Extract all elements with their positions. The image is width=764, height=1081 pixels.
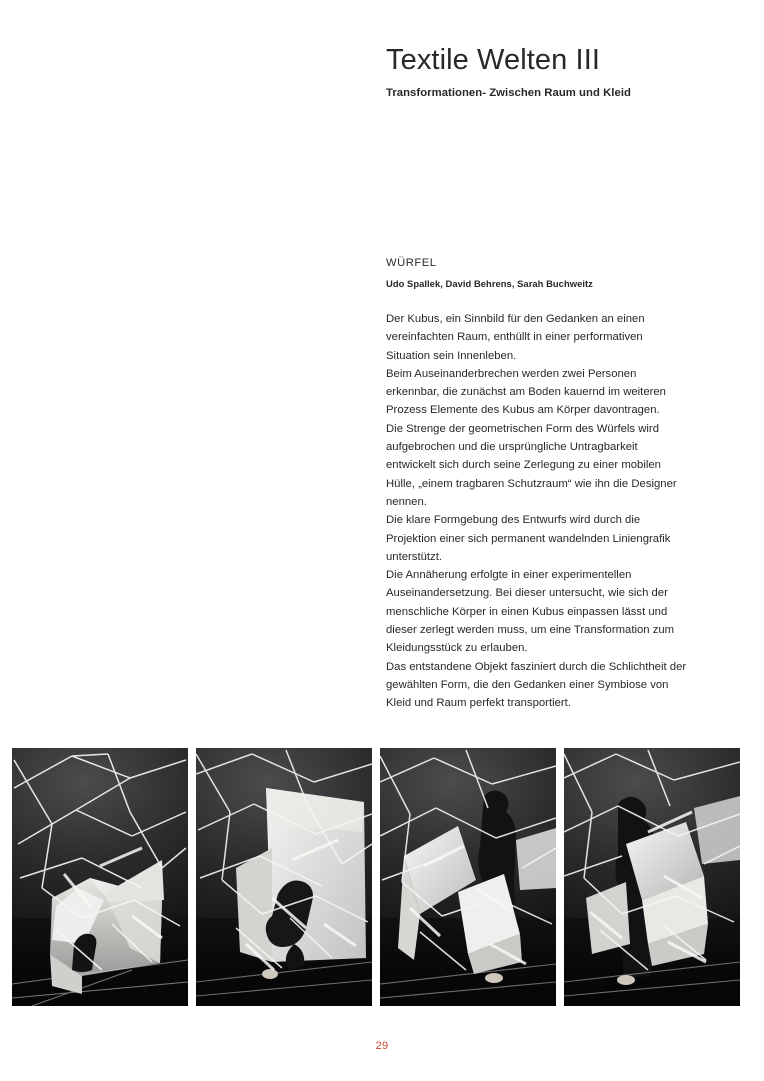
page-subtitle: Transformationen- Zwischen Raum und Kleid: [386, 87, 631, 100]
project-authors: Udo Spallek, David Behrens, Sarah Buchweitz: [386, 278, 593, 289]
paragraph: Die klare Formgebung des Entwurfs wird durch die Projektion einer sich permanent wandelnden Liniengrafik unterstützt.: [386, 514, 671, 563]
paragraph: Der Kubus, ein Sinnbild für den Gedanken an einen vereinfachten Raum, enthüllt in einer performativen Situation sein Innenleben.: [386, 313, 645, 362]
project-description: [386, 310, 689, 713]
photo-performer-crouching-beside-cube: [196, 748, 372, 1006]
photo-performers-carrying-panels: [564, 748, 740, 1006]
paragraph: Die Strenge der geometrischen Form des Würfels wird aufgebrochen und die ursprüngliche Untragbarkeit entwickelt sich durch seine Zerlegung zu einer mobilen Hülle, „einem tragbaren Schutzraum“ wie ihn die Designer nennen.: [386, 422, 677, 508]
project-title: WÜRFEL: [386, 257, 437, 269]
paragraph: Das entstandene Objekt fasziniert durch die Schlichtheit der gewählten Form, die den Gedanken einer Symbiose von Kleid und Raum perfekt transportiert.: [386, 660, 687, 710]
photo-cube-opening-two-performers: [380, 748, 556, 1006]
photo-illustration: [380, 748, 556, 1006]
photo-strip: [12, 748, 752, 1006]
paragraph: Beim Auseinanderbrechen werden zwei Personen erkennbar, die zunächst am Boden kauernd im weiteren Prozess Elemente des Kubus am Körper davontragen.: [386, 367, 666, 417]
page-title: Textile Welten III: [386, 44, 601, 76]
photo-cube-closed-with-performer: [12, 748, 188, 1006]
page-number: 29: [375, 1040, 389, 1052]
project-heading-block: [386, 257, 688, 289]
paragraph: Die Annäherung erfolgte in einer experimentellen Auseinandersetzung. Bei dieser untersucht, wie sich der menschliche Körper in einen Kubus einpassen lässt und dieser zerlegt werden muss, um eine Transformation zum Kleidungsstück zu erlauben.: [386, 569, 675, 655]
photo-illustration: [196, 748, 372, 1006]
title-block: [386, 45, 716, 99]
photo-illustration: [12, 748, 188, 1006]
photo-illustration: [564, 748, 740, 1006]
